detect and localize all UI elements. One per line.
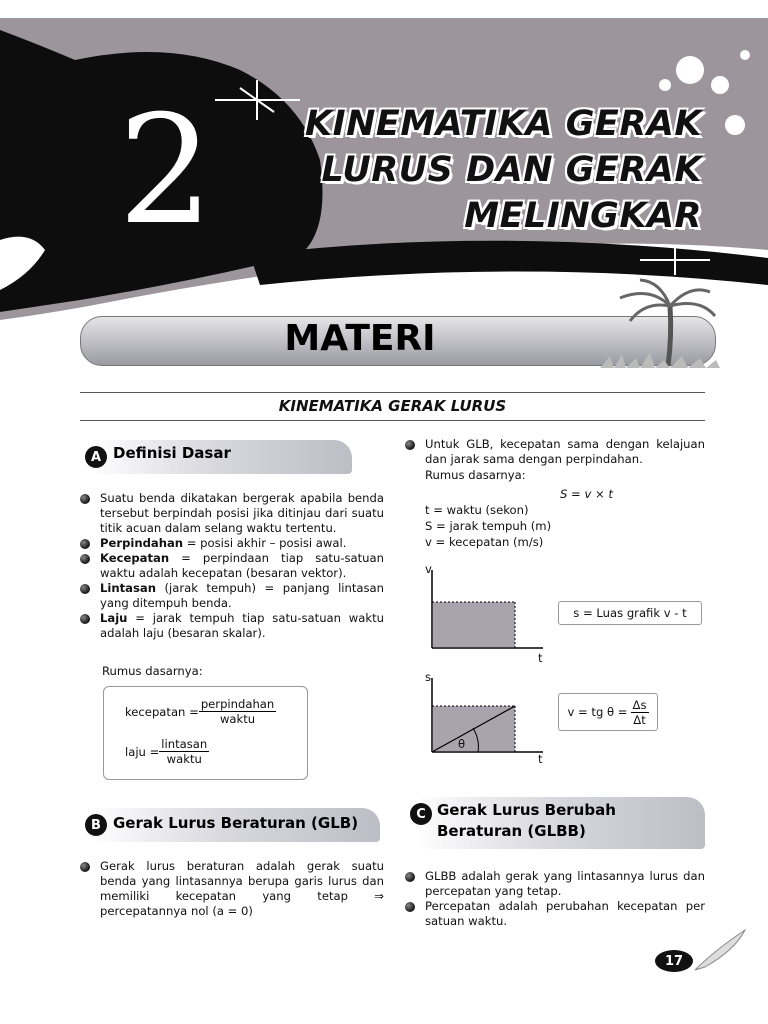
list-item: Gerak lurus beraturan adalah gerak suatu benda yang lintasannya berupa garis lurus dan memiliki kecepatan yang tetap ⇒ percepatannya nol (a = 0)	[80, 859, 384, 919]
axis-label-t: t	[538, 651, 543, 665]
list-item: Untuk GLB, kecepatan sama dengan kelajuan dan jarak sama dengan perpindahan.	[405, 437, 705, 467]
list-item: Percepatan adalah perubahan kecepatan per satuan waktu.	[405, 899, 705, 929]
list-item: GLBB adalah gerak yang lintasannya lurus dan percepatan yang tetap.	[405, 869, 705, 899]
chapter-title-line-3: MELINGKAR	[464, 196, 702, 236]
glb-info-list	[405, 437, 705, 467]
section-a-badge: A	[85, 446, 107, 468]
axis-label-t: t	[538, 752, 543, 766]
palm-tree-icon	[600, 276, 720, 372]
chapter-title-line-1: KINEMATIKA GERAK	[305, 104, 702, 144]
tg-theta-box: v = tg θ = $\frac{\Delta s}{\Delta t}$	[558, 693, 658, 731]
section-b-heading: Gerak Lurus Beraturan (GLB)	[113, 814, 359, 832]
graph-v-t	[418, 560, 553, 668]
definition-s: S = jarak tempuh (m)	[425, 519, 552, 533]
divider	[80, 392, 705, 393]
list-item: Lintasan (jarak tempuh) = panjang lintasan yang ditempuh benda.	[80, 581, 384, 611]
list-item: Perpindahan = posisi akhir – posisi awal.	[80, 536, 384, 551]
rumus-label: Rumus dasarnya:	[425, 468, 526, 482]
definisi-list	[80, 491, 384, 641]
formula-laju: laju = $\frac{\text{lintasan}}{\text{waktu}}$	[125, 737, 208, 766]
section-c-badge: C	[410, 803, 432, 825]
materi-label: MATERI	[284, 318, 436, 359]
glb-list	[80, 859, 384, 919]
list-item: Laju = jarak tempuh tiap satu-satuan waktu adalah laju (besaran skalar).	[80, 611, 384, 641]
luas-grafik-box: s = Luas grafik v - t	[558, 601, 702, 625]
axis-label-s: s	[425, 670, 432, 684]
section-c-heading-line-2: Beraturan (GLBB)	[437, 822, 586, 840]
page-number: 17	[655, 950, 693, 972]
section-title: KINEMATIKA GERAK LURUS	[278, 397, 507, 415]
graph-s-t	[418, 670, 553, 770]
list-item: Kecepatan = perpindaan tiap satu-satuan waktu adalah kecepatan (besaran vektor).	[80, 551, 384, 581]
divider	[80, 420, 705, 421]
formula-kecepatan: kecepatan = $\frac{\text{perpindahan}}{\text{waktu}}$	[125, 697, 275, 726]
chapter-number: 2	[118, 84, 214, 258]
chapter-title-line-2: LURUS DAN GERAK	[321, 150, 702, 190]
section-c-heading-line-1: Gerak Lurus Berubah	[437, 801, 616, 819]
axis-label-v: v	[425, 562, 432, 576]
angle-label-theta: θ	[458, 737, 466, 751]
glbb-list	[405, 869, 705, 929]
section-a-heading: Definisi Dasar	[113, 444, 231, 462]
list-item: Suatu benda dikatakan bergerak apabila benda tersebut berpindah posisi jika ditinjau dari suatu titik acuan dalam selang waktu tertentu.	[80, 491, 384, 536]
quill-icon	[690, 925, 750, 973]
definition-t: t = waktu (sekon)	[425, 503, 529, 517]
definition-v: v = kecepatan (m/s)	[425, 535, 544, 549]
formula-glb: S = v × t	[560, 487, 613, 501]
rumus-label: Rumus dasarnya:	[102, 664, 203, 678]
section-b-badge: B	[85, 814, 107, 836]
